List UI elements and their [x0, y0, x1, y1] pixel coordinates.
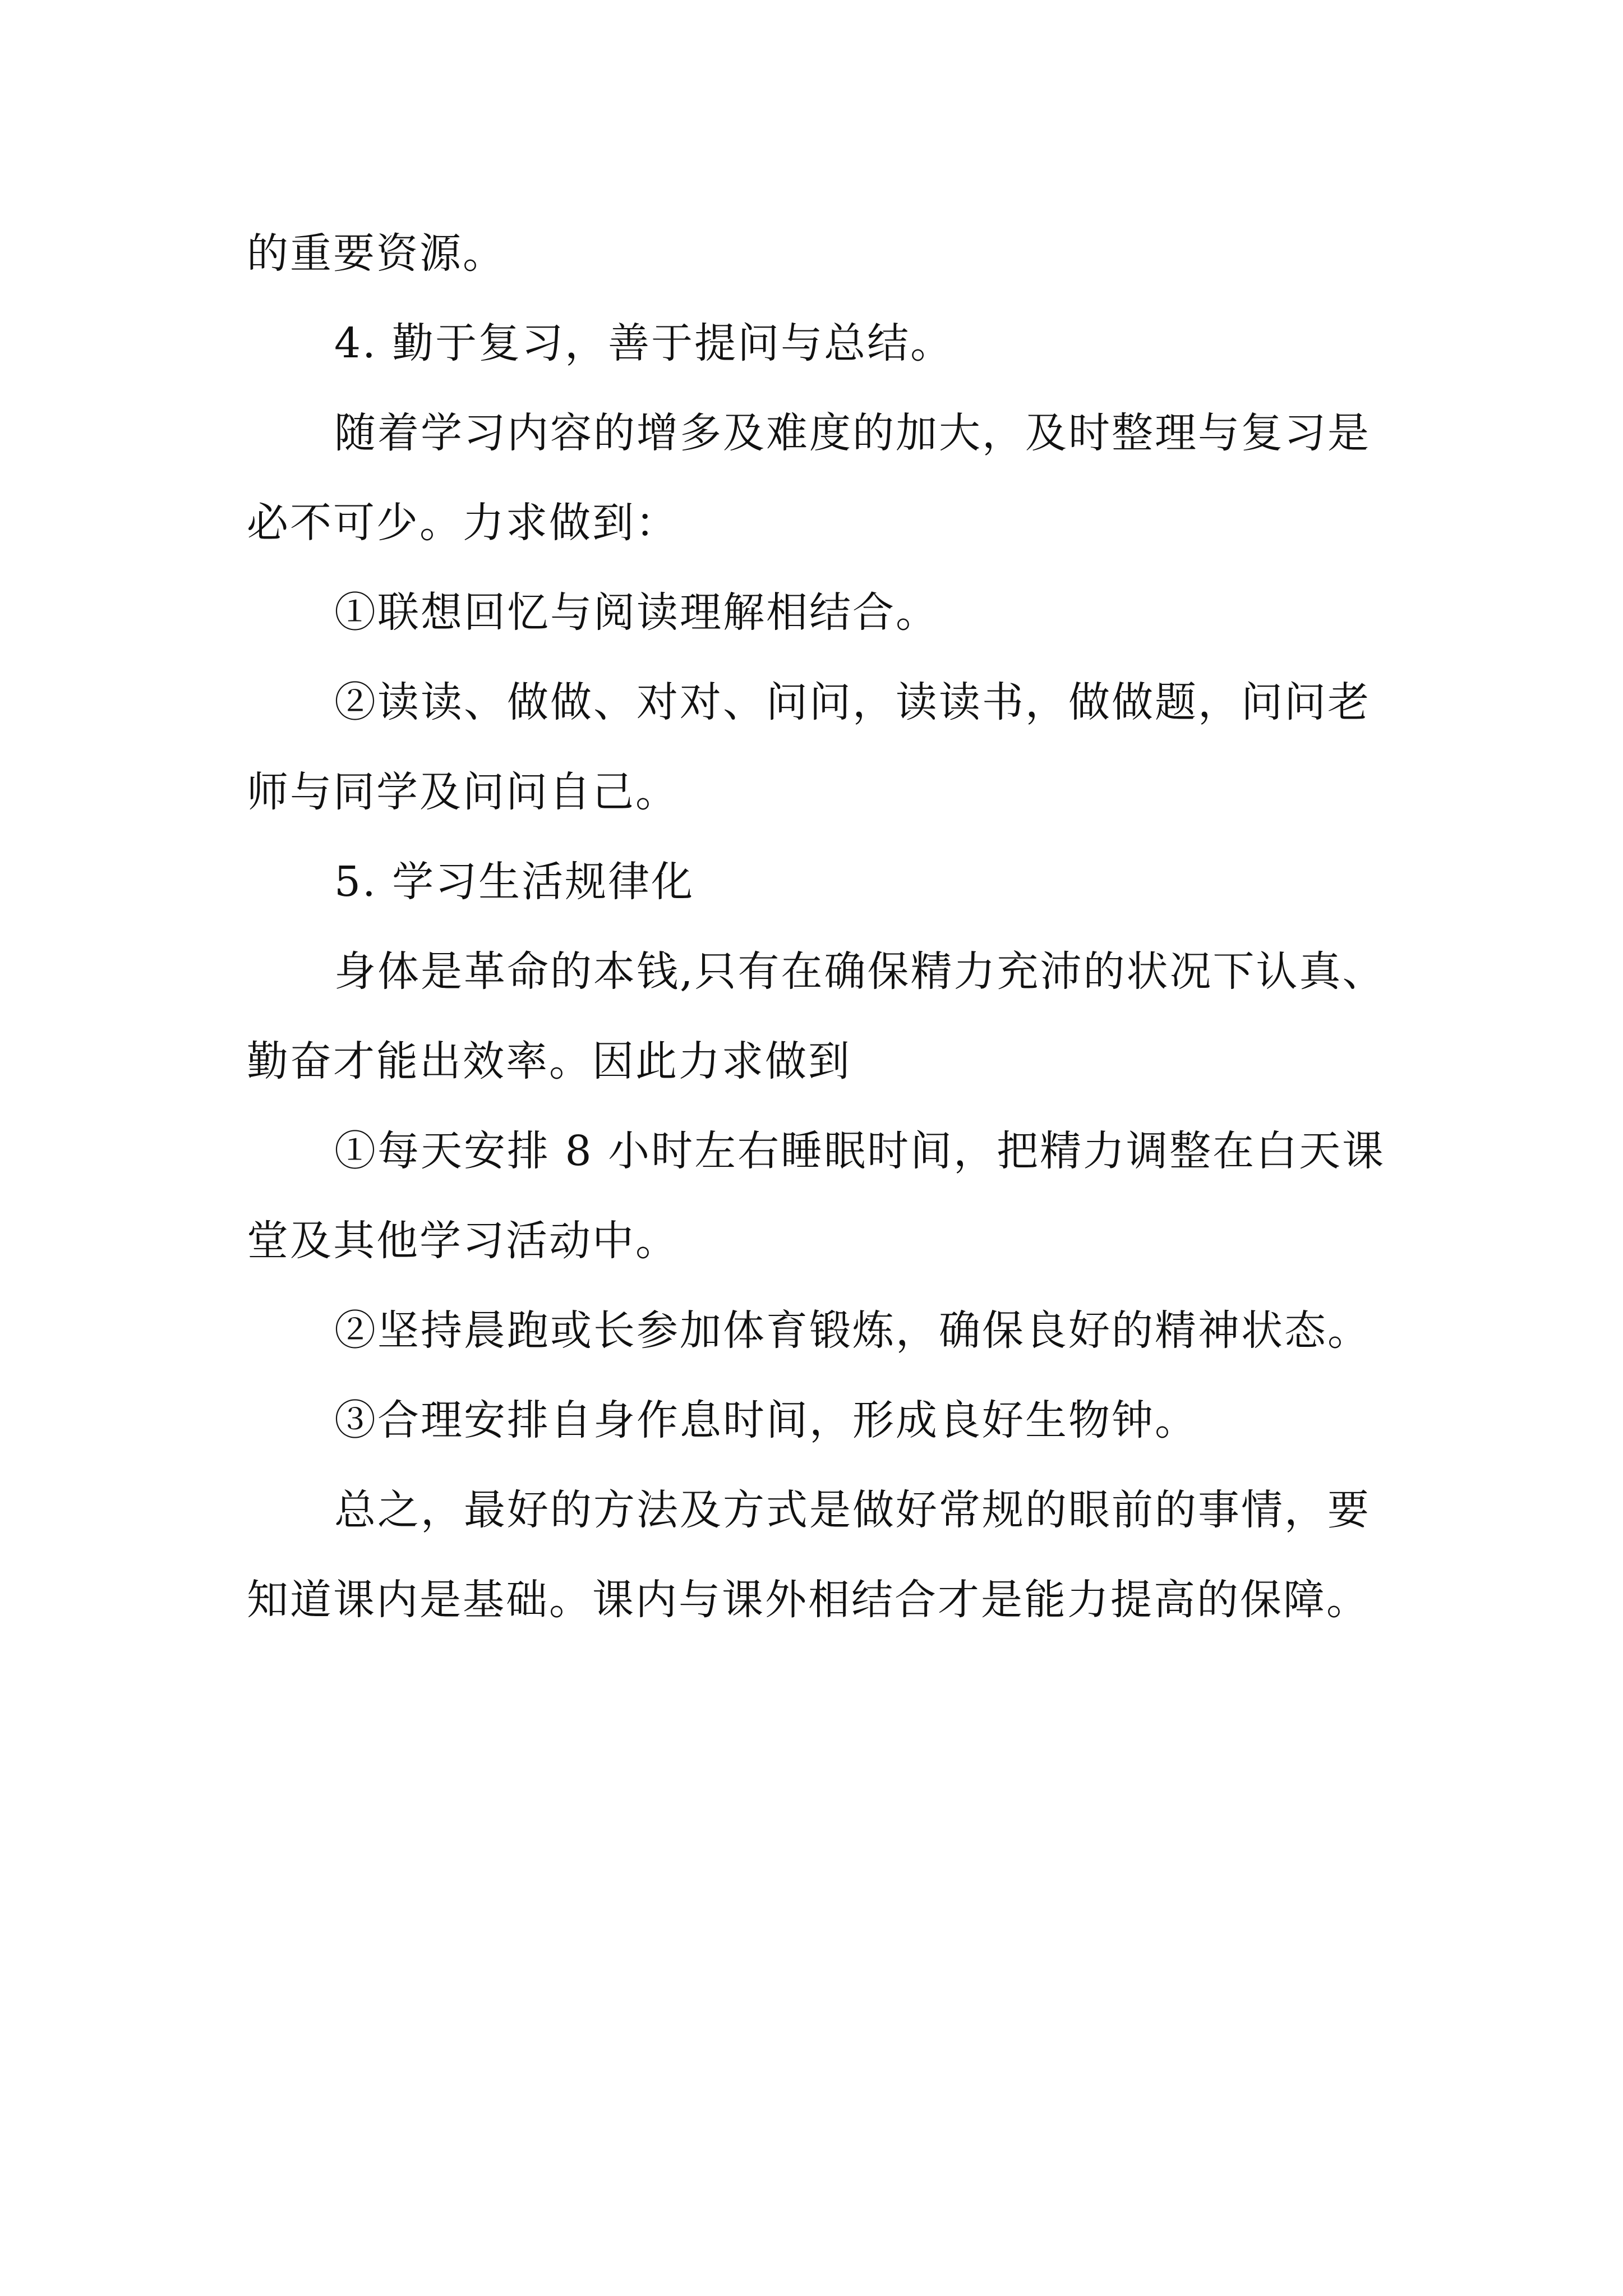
text-line: 堂及其他学习活动中。	[247, 1217, 679, 1265]
text-line: 随着学习内容的增多及难度的加大，及时整理与复习是	[334, 409, 1371, 457]
text-line: 勤奋才能出效率。因此力求做到	[247, 1037, 851, 1085]
text-line: 总之，最好的方法及方式是做好常规的眼前的事情，要	[334, 1486, 1371, 1534]
section-heading: 5. 学习生活规律化	[334, 858, 695, 906]
list-item: ①联想回忆与阅读理解相结合。	[334, 588, 939, 637]
list-item: ②读读、做做、对对、问问，读读书，做做题，问问老	[334, 678, 1371, 726]
document-body	[247, 209, 1388, 1645]
text-line: 必不可少。力求做到：	[247, 499, 679, 547]
text-line: 知道课内是基础。课内与课外相结合才是能力提高的保障。	[247, 1576, 1370, 1624]
list-item: ③合理安排自身作息时间，形成良好生物钟。	[334, 1396, 1198, 1444]
section-heading: 4. 勤于复习，善于提问与总结。	[334, 319, 954, 367]
text-line: 的重要资源。	[247, 229, 506, 278]
text-line: 师与同学及问问自己。	[247, 768, 679, 816]
list-item: ①每天安排 8 小时左右睡眠时间，把精力调整在白天课	[334, 1127, 1386, 1175]
text-line: 身体是革命的本钱,只有在确保精力充沛的状况下认真、	[334, 947, 1386, 996]
list-item: ②坚持晨跑或长参加体育锻炼，确保良好的精神状态。	[334, 1306, 1371, 1355]
